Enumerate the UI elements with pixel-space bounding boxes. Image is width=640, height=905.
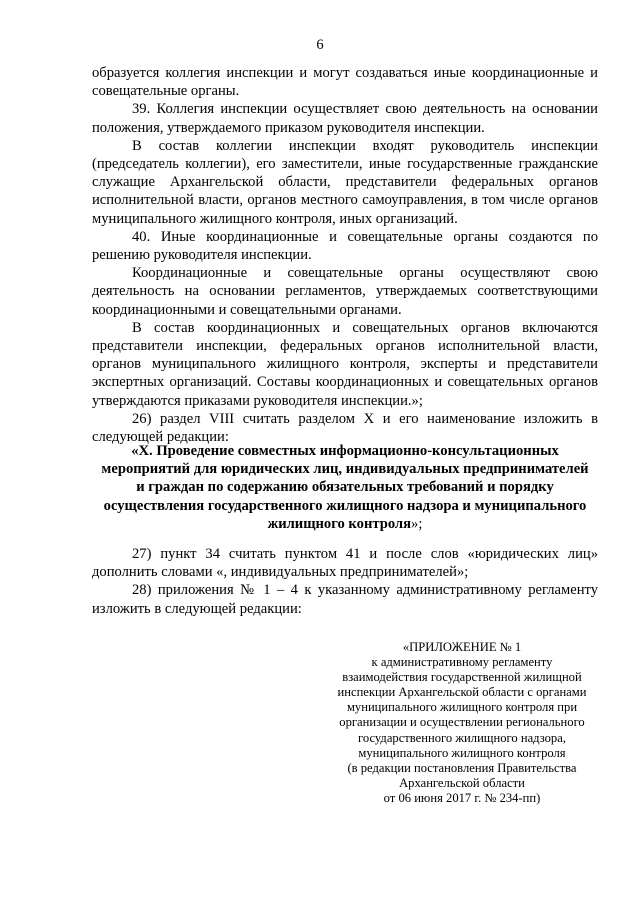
- appendix-line: от 06 июня 2017 г. № 234-пп): [383, 790, 541, 805]
- section-heading-text: «X. Проведение совместных информационно-консультационных мероприятий для юридических лиц, индивидуальных предпринимателей и граждан по содержанию обязательных требований и порядку осуществления государственного жилищного надзора и муниципального жилищного контроля: [101, 443, 589, 532]
- body-text-after-heading: [92, 545, 598, 618]
- paragraph: 39. Коллегия инспекции осуществляет свою деятельность на основании положения, утверждаемого приказом руководителя инспекции.: [92, 101, 598, 136]
- appendix-line: государственного жилищного надзора,: [358, 730, 566, 745]
- appendix-title: «ПРИЛОЖЕНИЕ № 1: [402, 640, 522, 654]
- paragraph: 27) пункт 34 считать пунктом 41 и после слов «юридических лиц» дополнить словами «, индивидуальных предпринимателей»;: [92, 546, 598, 581]
- paragraph: В состав коллегии инспекции входят руководитель инспекции (председатель коллегии), его заместители, иные государственные гражданские служащие Архангельской области, представители федеральных органов исполнительной власти, органов местного самоуправления, в том числе органов муниципального жилищного контроля, иных организаций.: [92, 137, 598, 227]
- appendix-line: (в редакции постановления Правительства: [347, 760, 577, 775]
- paragraph: 28) приложения № 1 – 4 к указанному административному регламенту изложить в следующей редакции:: [92, 582, 598, 617]
- page-number: 6: [316, 37, 324, 53]
- body-text: [92, 64, 598, 446]
- section-heading: [100, 442, 590, 533]
- paragraph: образуется коллегия инспекции и могут создаваться иные координационные и совещательные органы.: [92, 65, 598, 100]
- appendix-line: организации и осуществлении регионального: [339, 715, 585, 730]
- appendix-line: к административному регламенту: [371, 655, 553, 670]
- paragraph: Координационные и совещательные органы осуществляют свою деятельность на основании регламентов, утверждаемых соответствующими координационными и совещательными органами.: [92, 265, 598, 318]
- paragraph: 26) раздел VIII считать разделом X и его наименование изложить в следующей редакции:: [92, 410, 598, 446]
- appendix-line: Архангельской области: [399, 775, 525, 790]
- section-heading-suffix: »;: [411, 515, 423, 532]
- appendix-line: муниципального жилищного контроля при: [346, 700, 578, 715]
- paragraph: 40. Иные координационные и совещательные органы создаются по решению руководителя инспекции.: [92, 228, 598, 264]
- appendix-line: инспекции Архангельской области с органами: [337, 685, 587, 700]
- appendix-line: взаимодействия государственной жилищной: [342, 670, 582, 685]
- paragraph: В состав координационных и совещательных органов включаются представители инспекции, федеральных органов исполнительной власти, органов муниципального жилищного контроля, эксперты и представители экспертных организаций. Составы координационных и совещательных органов утверждаются приказами руководителя инспекции.»;: [92, 319, 598, 409]
- appendix-line: муниципального жилищного контроля: [358, 745, 566, 760]
- appendix-header: [326, 640, 598, 806]
